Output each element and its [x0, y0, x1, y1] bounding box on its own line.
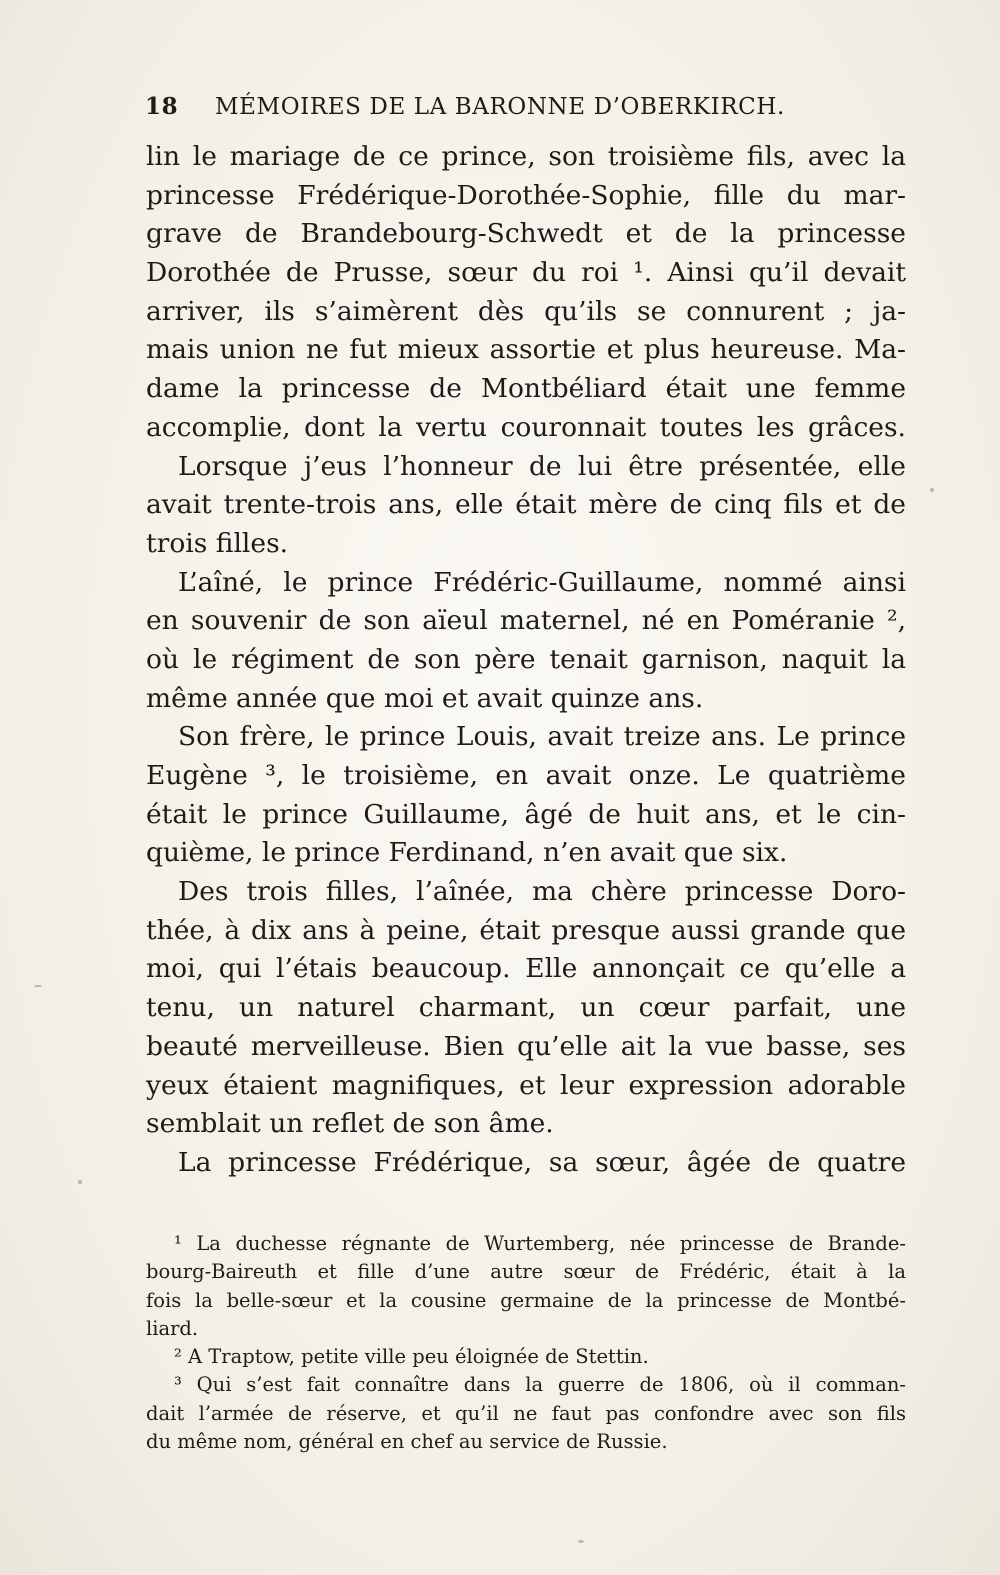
- paper-speck: [578, 1540, 584, 1543]
- text-line: en souvenir de son aïeul maternel, né en Poméranie ²,: [146, 605, 906, 637]
- text-line: mais union ne fut mieux assortie et plus heureuse. Ma-: [146, 334, 906, 366]
- text-line: princesse Frédérique-Dorothée-Sophie, fille du mar-: [146, 179, 906, 211]
- paper-speck: [930, 488, 934, 492]
- text-line: dame la princesse de Montbéliard était une femme: [146, 373, 906, 405]
- text-line: Dorothée de Prusse, sœur du roi ¹. Ainsi qu’il devait: [146, 257, 906, 289]
- footnote-line: dait l’armée de réserve, et qu’il ne faut pas confondre avec son fils: [146, 1401, 906, 1425]
- text-line: où le régiment de son père tenait garnison, naquit la: [146, 643, 906, 675]
- running-title: MÉMOIRES DE LA BARONNE D’OBERKIRCH.: [215, 94, 785, 120]
- text-line: beauté merveilleuse. Bien qu’elle ait la vue basse, ses: [146, 1030, 906, 1062]
- text-line: yeux étaient magnifiques, et leur expression adorable: [146, 1069, 906, 1101]
- text-line: Lorsque j’eus l’honneur de lui être présentée, elle: [178, 450, 906, 482]
- text-line: thée, à dix ans à peine, était presque aussi grande que: [146, 914, 906, 946]
- paper-speck: [78, 1180, 82, 1184]
- text-line: avait trente-trois ans, elle était mère de cinq fils et de: [146, 489, 906, 521]
- footnote-line: du même nom, général en chef au service de Russie.: [146, 1430, 668, 1454]
- page-number: 18: [145, 93, 179, 120]
- text-line: lin le mariage de ce prince, son troisième fils, avec la: [146, 141, 906, 172]
- running-header: [145, 92, 905, 122]
- text-line: moi, qui l’étais beaucoup. Elle annonçait ce qu’elle a: [146, 953, 906, 985]
- footnote-line: ³ Qui s’est fait connaître dans la guerre de 1806, où il comman-: [174, 1373, 906, 1397]
- text-line: même année que moi et avait quinze ans.: [146, 682, 704, 714]
- text-line: semblait un reflet de son âme.: [146, 1108, 554, 1140]
- footnote-line: fois la belle-sœur et la cousine germaine de la princesse de Montbé-: [146, 1288, 906, 1312]
- body-text: [146, 138, 906, 1183]
- text-line: était le prince Guillaume, âgé de huit ans, et le cin-: [146, 798, 906, 830]
- text-line: accomplie, dont la vertu couronnait toutes les grâces.: [146, 411, 906, 443]
- paper-speck: [34, 985, 42, 987]
- text-line: grave de Brandebourg-Schwedt et de la princesse: [146, 218, 906, 250]
- text-line: Des trois filles, l’aînée, ma chère princesse Doro-: [178, 876, 906, 908]
- text-line: trois filles.: [146, 527, 289, 559]
- text-line: tenu, un naturel charmant, un cœur parfait, une: [146, 992, 906, 1024]
- footnote-line: liard.: [146, 1316, 199, 1340]
- text-line: quième, le prince Ferdinand, n’en avait que six.: [146, 837, 788, 869]
- footnote-line: bourg-Baireuth et fille d’une autre sœur de Frédéric, était à la: [146, 1260, 906, 1284]
- text-line: arriver, ils s’aimèrent dès qu’ils se connurent ; ja-: [146, 295, 906, 327]
- text-line: La princesse Frédérique, sa sœur, âgée de quatre: [178, 1146, 906, 1178]
- footnote-line: ² A Traptow, petite ville peu éloignée de Stettin.: [174, 1345, 649, 1369]
- text-line: L’aîné, le prince Frédéric-Guillaume, nommé ainsi: [178, 566, 906, 598]
- text-line: Son frère, le prince Louis, avait treize ans. Le prince: [178, 721, 906, 753]
- footnote-line: ¹ La duchesse régnante de Wurtemberg, née princesse de Brande-: [174, 1232, 906, 1255]
- text-line: Eugène ³, le troisième, en avait onze. Le quatrième: [146, 760, 906, 791]
- footnotes: [146, 1230, 906, 1456]
